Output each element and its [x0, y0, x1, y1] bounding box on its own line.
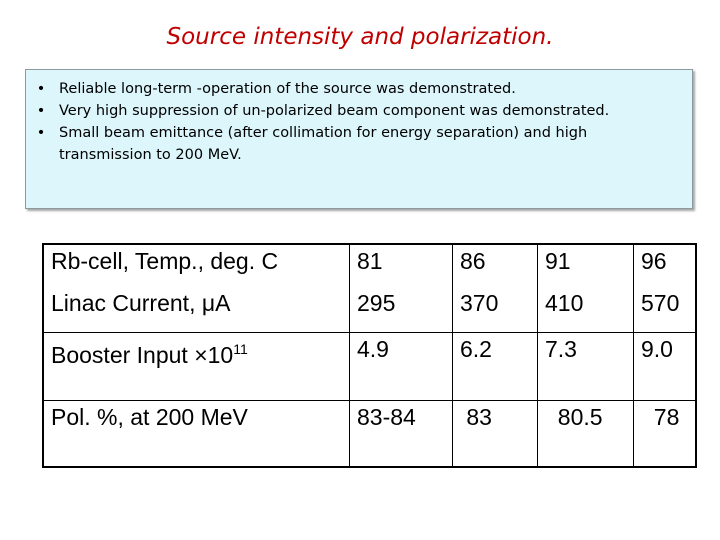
table-cell: 570 — [634, 287, 697, 333]
table-cell: 83-84 — [350, 400, 453, 467]
results-table — [42, 243, 697, 468]
row-label-text: Booster Input ×10 — [51, 342, 234, 369]
bullet-text: Very high suppression of un-polarized beam component was demonstrated. — [59, 103, 610, 119]
table-cell: 9.0 — [634, 333, 697, 400]
table-row — [43, 333, 696, 400]
table-cell: 80.5 — [538, 400, 634, 467]
table-cell: 78 — [634, 400, 697, 467]
bullet-item — [26, 100, 692, 122]
bullet-dot: • — [36, 125, 46, 141]
bullet-list — [26, 70, 692, 166]
table-cell: 6.2 — [453, 333, 538, 400]
table-cell: 370 — [453, 287, 538, 333]
row-label-exponent: 11 — [233, 341, 248, 358]
slide-title: Source intensity and polarization. — [166, 24, 554, 50]
table-cell: 86 — [453, 244, 538, 287]
table-cell: 96 — [634, 244, 697, 287]
table-row — [43, 400, 696, 467]
row-label: Rb-cell, Temp., deg. C — [43, 244, 350, 287]
row-label: Pol. %, at 200 MeV — [43, 400, 350, 467]
table-cell: 81 — [350, 244, 453, 287]
bullet-dot: • — [36, 103, 46, 119]
table-row — [43, 244, 696, 287]
table-row — [43, 287, 696, 333]
bullet-box — [25, 69, 693, 209]
bullet-item — [26, 122, 692, 166]
table-cell: 7.3 — [538, 333, 634, 400]
bullet-item — [26, 78, 692, 100]
bullet-dot: • — [36, 81, 46, 97]
table-cell: 4.9 — [350, 333, 453, 400]
row-label — [43, 333, 350, 400]
table-cell: 83 — [453, 400, 538, 467]
table-cell: 295 — [350, 287, 453, 333]
table-cell: 91 — [538, 244, 634, 287]
table-cell: 410 — [538, 287, 634, 333]
bullet-text: Reliable long-term -operation of the source was demonstrated. — [59, 81, 516, 97]
bullet-text: Small beam emittance (after collimation for energy separation) and high transmission to 200 MeV. — [59, 125, 588, 163]
row-label: Linac Current, μA — [43, 287, 350, 333]
